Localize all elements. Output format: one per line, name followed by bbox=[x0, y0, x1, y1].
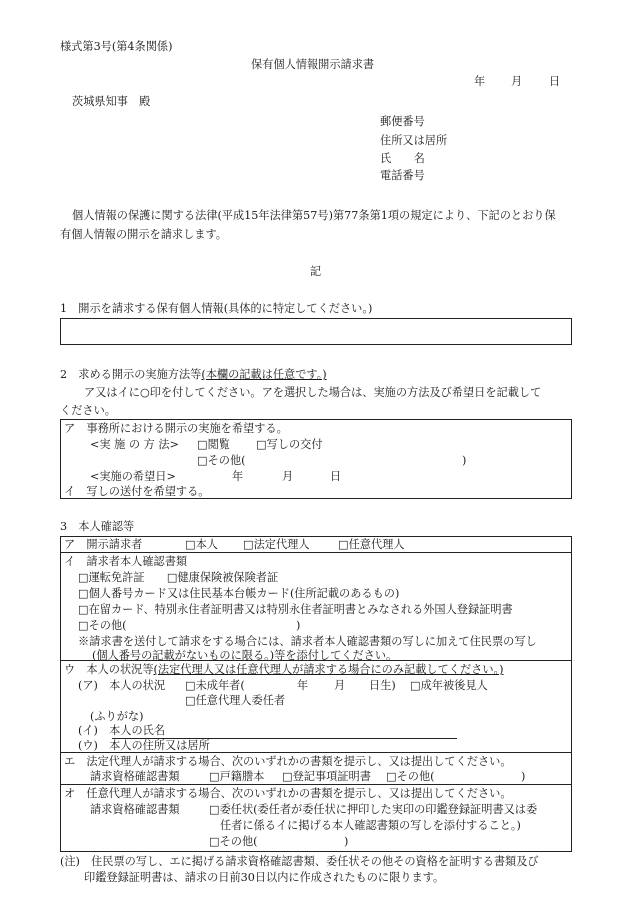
legal-agent-docs-label: エ 法定代理人が請求する場合、次のいずれかの書類を提示し、又は提出してください。 bbox=[64, 755, 512, 768]
id-docs-note-1: ※請求書を送付して請求をする場合には、請求者本人確認書類の写しに加えて住民票の写し bbox=[78, 635, 537, 648]
power-of-attorney-note: 任者に係るイに掲げる本人確認書類の写しを添付すること。) bbox=[220, 819, 521, 832]
desired-year-label: 年 bbox=[232, 470, 244, 483]
addressee: 茨城県知事 殿 bbox=[72, 95, 151, 108]
name-label: 氏 名 bbox=[380, 152, 425, 165]
minor-birth-day-label: 日生) bbox=[369, 679, 396, 692]
section2-optional-note: (本欄の記載は任意です。) bbox=[201, 368, 327, 381]
requester-type-label: ア 開示請求者 bbox=[64, 538, 143, 551]
principal-status-sub-label: (ア) 本人の状況 bbox=[78, 679, 166, 692]
section1-heading: 1 開示を請求する保有個人情報(具体的に特定してください。) bbox=[60, 302, 373, 315]
option-a-office[interactable]: ア 事務所における開示の実施を希望する。 bbox=[64, 422, 288, 435]
registry-certificate-checkbox[interactable]: □登記事項証明書 bbox=[282, 770, 371, 783]
principal-status-label: ウ 本人の状況等 bbox=[64, 663, 154, 676]
form-number: 様式第3号(第4条関係) bbox=[60, 40, 173, 53]
legal-agent-other-checkbox[interactable]: □その他( bbox=[386, 770, 435, 783]
requester-legal-agent-checkbox[interactable]: □法定代理人 bbox=[243, 538, 310, 551]
ki-mark: 記 bbox=[310, 265, 322, 278]
desired-day-label: 日 bbox=[330, 470, 342, 483]
footnote-line-2: 印鑑登録証明書は、請求の日前30日以内に作成されたものに限ります。 bbox=[84, 871, 445, 884]
power-of-attorney-checkbox[interactable]: □委任状(委任者が委任状に押印した実印の印鑑登録証明書又は委 bbox=[209, 803, 538, 816]
minor-birth-year-label: 年 bbox=[297, 679, 309, 692]
section3-heading: 3 本人確認等 bbox=[60, 520, 135, 533]
postal-code-label: 郵便番号 bbox=[380, 115, 425, 128]
desired-month-label: 月 bbox=[282, 470, 294, 483]
principal-name-label: (イ) 本人の氏名 bbox=[78, 724, 166, 737]
section2-heading-text: 2 求める開示の実施方法等 bbox=[60, 368, 202, 381]
id-docs-other-close: ) bbox=[296, 619, 301, 632]
id-docs-option-1[interactable]: □運転免許証 □健康保険被保険者証 bbox=[78, 571, 279, 584]
document-title: 保有個人情報開示請求書 bbox=[251, 58, 375, 71]
section2-note-2: ください。 bbox=[60, 404, 116, 417]
furigana-label: (ふりがな) bbox=[90, 710, 144, 723]
date-year-label: 年 bbox=[474, 75, 486, 88]
id-docs-note-2: (個人番号の記載がないものに限る。)等を添付してください。 bbox=[92, 649, 398, 662]
principal-status-note: (法定代理人又は任意代理人が請求する場合にのみ記載してください。) bbox=[153, 663, 504, 676]
voluntary-agent-doc-type-label: 請求資格確認書類 bbox=[90, 803, 180, 816]
family-register-checkbox[interactable]: □戸籍謄本 bbox=[209, 770, 265, 783]
section1-info-field[interactable] bbox=[60, 318, 572, 345]
id-docs-option-2[interactable]: □個人番号カード又は住民基本台帳カード(住所記載のあるもの) bbox=[78, 587, 400, 600]
requester-self-checkbox[interactable]: □本人 bbox=[185, 538, 218, 551]
requester-voluntary-agent-checkbox[interactable]: □任意代理人 bbox=[338, 538, 405, 551]
date-month-label: 月 bbox=[511, 75, 523, 88]
id-docs-label: イ 請求者本人確認書類 bbox=[64, 555, 188, 568]
method-view-checkbox[interactable]: □閲覧 bbox=[197, 438, 230, 451]
voluntary-principal-checkbox[interactable]: □任意代理人委任者 bbox=[185, 694, 286, 707]
minor-birth-month-label: 月 bbox=[334, 679, 346, 692]
footnote-line-1: (注) 住民票の写し、エに掲げる請求資格確認書類、委任状その他その資格を証明する書類及び bbox=[60, 855, 539, 868]
id-docs-option-3[interactable]: □在留カード、特別永住者証明書又は特別永住者証明書とみなされる外国人登録証明書 bbox=[78, 603, 513, 616]
date-day-label: 日 bbox=[549, 75, 561, 88]
phone-label: 電話番号 bbox=[380, 169, 425, 182]
legal-agent-other-close: ) bbox=[521, 770, 526, 783]
intro-line-1: 個人情報の保護に関する法律(平成15年法律第57号)第77条第1項の規定により、下記のとおり保 bbox=[72, 209, 556, 222]
id-docs-other-checkbox[interactable]: □その他( bbox=[78, 619, 127, 632]
adult-ward-checkbox[interactable]: □成年被後見人 bbox=[410, 679, 488, 692]
option-i-mail[interactable]: イ 写しの送付を希望する。 bbox=[64, 485, 210, 498]
section2-heading bbox=[60, 369, 327, 380]
voluntary-agent-docs-label: オ 任意代理人が請求する場合、次のいずれかの書類を提示し、又は提出してください。 bbox=[64, 787, 512, 800]
principal-address-line[interactable] bbox=[112, 752, 457, 753]
method-other-checkbox[interactable]: □その他( bbox=[197, 454, 246, 467]
intro-line-2: 有個人情報の開示を請求します。 bbox=[60, 228, 227, 241]
method-copy-checkbox[interactable]: □写しの交付 bbox=[256, 438, 323, 451]
address-label: 住所又は居所 bbox=[380, 134, 448, 147]
principal-address-label: (ウ) 本人の住所又は居所 bbox=[78, 739, 210, 752]
divider bbox=[60, 552, 572, 553]
method-other-close: ) bbox=[462, 454, 467, 467]
section2-note-1: ア又はイに○印を付してください。アを選択した場合は、実施の方法及び希望日を記載して bbox=[84, 386, 542, 399]
method-label: <実 施 の 方 法> bbox=[90, 438, 179, 451]
minor-checkbox[interactable]: □未成年者( bbox=[185, 679, 245, 692]
divider bbox=[60, 784, 572, 785]
legal-agent-doc-type-label: 請求資格確認書類 bbox=[90, 770, 180, 783]
voluntary-agent-other-close: ) bbox=[344, 835, 349, 848]
principal-status-heading bbox=[64, 664, 503, 675]
desired-date-label: <実施の希望日> bbox=[90, 470, 176, 483]
voluntary-agent-other-checkbox[interactable]: □その他( bbox=[209, 835, 258, 848]
